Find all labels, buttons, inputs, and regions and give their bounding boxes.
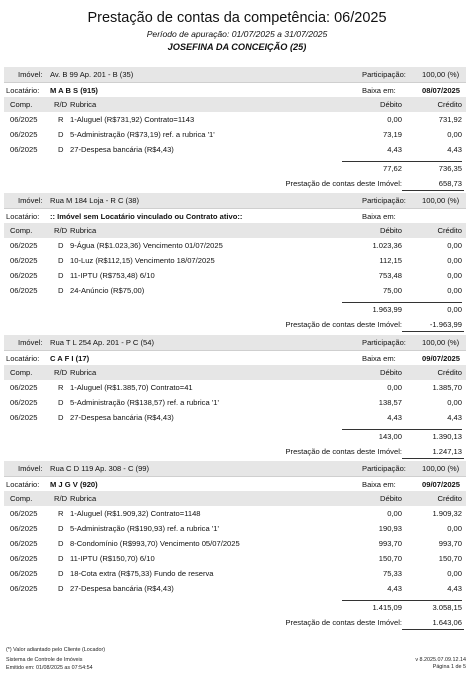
footer-page: Página 1 de 5 bbox=[432, 664, 466, 671]
col-credito: Crédito bbox=[437, 494, 462, 503]
cell-debito: 4,43 bbox=[387, 145, 402, 154]
cell-credito: 731,92 bbox=[438, 115, 462, 124]
table-row bbox=[4, 395, 466, 410]
total-row bbox=[4, 444, 466, 460]
table-row bbox=[4, 142, 466, 157]
cell-debito: 150,70 bbox=[378, 554, 402, 563]
tenant-row bbox=[4, 82, 466, 97]
cell-comp: 06/2025 bbox=[10, 413, 38, 422]
total-value: 1.247,13 bbox=[432, 447, 462, 456]
col-credito: Crédito bbox=[437, 100, 462, 109]
cell-rd: D bbox=[58, 524, 64, 533]
table-row bbox=[4, 380, 466, 395]
table-row bbox=[4, 253, 466, 268]
cell-rubrica: 5-Administração (R$190,93) ref. a rubrica '1' bbox=[70, 524, 219, 533]
participacao-label: Participação: bbox=[362, 464, 406, 473]
locatario-label: Locatário: bbox=[6, 212, 40, 221]
table-row bbox=[4, 551, 466, 566]
cell-credito: 0,00 bbox=[447, 256, 462, 265]
imovel-value: Rua C D 119 Ap. 308 - C (99) bbox=[50, 464, 150, 473]
col-credito: Crédito bbox=[437, 368, 462, 377]
total-label: Prestação de contas deste Imóvel: bbox=[285, 618, 402, 627]
cell-rubrica: 8-Condomínio (R$993,70) Vencimento 05/07/2025 bbox=[70, 539, 240, 548]
cell-rubrica: 5-Administração (R$73,19) ref. a rubrica '1' bbox=[70, 130, 215, 139]
baixa-label: Baixa em: bbox=[362, 354, 396, 363]
cell-credito: 0,00 bbox=[447, 286, 462, 295]
cell-comp: 06/2025 bbox=[10, 569, 38, 578]
cell-rd: D bbox=[58, 241, 64, 250]
cell-debito: 190,93 bbox=[378, 524, 402, 533]
table-row bbox=[4, 238, 466, 253]
footer-emitted: Emitido em: 01/08/2025 as 07:54:54 bbox=[6, 664, 93, 671]
cell-debito: 0,00 bbox=[387, 509, 402, 518]
cell-comp: 06/2025 bbox=[10, 554, 38, 563]
cell-comp: 06/2025 bbox=[10, 509, 38, 518]
cell-debito: 1.023,36 bbox=[372, 241, 402, 250]
table-row bbox=[4, 127, 466, 142]
subtotal-row bbox=[4, 302, 466, 317]
imovel-label: Imóvel: bbox=[18, 338, 43, 347]
cell-credito: 0,00 bbox=[447, 241, 462, 250]
participacao-value: 100,00 (%) bbox=[422, 196, 460, 205]
col-rubrica: Rubrica bbox=[70, 494, 97, 503]
baixa-value: 08/07/2025 bbox=[422, 86, 461, 95]
imovel-label: Imóvel: bbox=[18, 464, 43, 473]
table-header bbox=[4, 491, 466, 506]
cell-rubrica: 1-Aluguel (R$731,92) Contrato=1143 bbox=[70, 115, 195, 124]
cell-credito: 4,43 bbox=[447, 413, 462, 422]
table-header bbox=[4, 365, 466, 380]
cell-debito: 138,57 bbox=[378, 398, 402, 407]
total-underline bbox=[402, 629, 464, 630]
cell-rd: D bbox=[58, 271, 64, 280]
cell-comp: 06/2025 bbox=[10, 383, 38, 392]
cell-rd: D bbox=[58, 286, 64, 295]
cell-rd: D bbox=[58, 539, 64, 548]
cell-rubrica: 27-Despesa bancária (R$4,43) bbox=[70, 145, 174, 154]
subtotal-row bbox=[4, 429, 466, 444]
footer-right bbox=[415, 657, 466, 672]
imovel-value: Av. B 99 Ap. 201 - B (35) bbox=[50, 70, 134, 79]
cell-debito: 993,70 bbox=[378, 539, 402, 548]
owner-name: JOSEFINA DA CONCEIÇÃO (25) bbox=[167, 42, 307, 52]
cell-rubrica: 9-Água (R$1.023,36) Vencimento 01/07/2025 bbox=[70, 241, 223, 250]
cell-rd: R bbox=[58, 383, 64, 392]
cell-comp: 06/2025 bbox=[10, 241, 38, 250]
cell-credito: 993,70 bbox=[438, 539, 462, 548]
property-block bbox=[4, 193, 466, 333]
total-label: Prestação de contas deste Imóvel: bbox=[285, 447, 402, 456]
report-title: Prestação de contas da competência: 06/2025 bbox=[87, 10, 387, 26]
col-rd: R/D bbox=[54, 100, 68, 109]
cell-debito: 75,00 bbox=[382, 286, 402, 295]
col-rubrica: Rubrica bbox=[70, 368, 97, 377]
total-underline bbox=[402, 458, 464, 459]
cell-rd: D bbox=[58, 130, 64, 139]
cell-rubrica: 18-Cota extra (R$75,33) Fundo de reserva bbox=[70, 569, 214, 578]
subtotal-debito: 143,00 bbox=[378, 432, 402, 441]
col-comp: Comp. bbox=[10, 494, 33, 503]
cell-comp: 06/2025 bbox=[10, 539, 38, 548]
cell-rubrica: 27-Despesa bancária (R$4,43) bbox=[70, 413, 174, 422]
imovel-value: Rua M 184 Loja - R C (38) bbox=[50, 196, 140, 205]
cell-comp: 06/2025 bbox=[10, 271, 38, 280]
subtotal-debito: 77,62 bbox=[382, 164, 402, 173]
participacao-label: Participação: bbox=[362, 196, 406, 205]
table-row bbox=[4, 112, 466, 127]
subtotal-row bbox=[4, 161, 466, 176]
cell-credito: 0,00 bbox=[447, 398, 462, 407]
subtotal-debito: 1.963,99 bbox=[372, 305, 402, 314]
property-block bbox=[4, 335, 466, 460]
locatario-value: :: Imóvel sem Locatário vinculado ou Contrato ativo:: bbox=[50, 212, 243, 221]
col-comp: Comp. bbox=[10, 226, 33, 235]
cell-rd: R bbox=[58, 509, 64, 518]
tenant-row bbox=[4, 208, 466, 223]
cell-debito: 4,43 bbox=[387, 584, 402, 593]
property-row bbox=[4, 67, 466, 82]
total-underline bbox=[402, 331, 464, 332]
subtotal-row bbox=[4, 600, 466, 615]
total-label: Prestação de contas deste Imóvel: bbox=[285, 320, 402, 329]
tenant-row bbox=[4, 350, 466, 365]
subtotal-credito: 0,00 bbox=[447, 305, 462, 314]
cell-credito: 4,43 bbox=[447, 584, 462, 593]
table-row bbox=[4, 283, 466, 298]
col-debito: Débito bbox=[380, 368, 402, 377]
cell-rubrica: 1-Aluguel (R$1.385,70) Contrato=41 bbox=[70, 383, 193, 392]
col-comp: Comp. bbox=[10, 100, 33, 109]
col-rd: R/D bbox=[54, 368, 68, 377]
locatario-label: Locatário: bbox=[6, 354, 40, 363]
property-block bbox=[4, 67, 466, 192]
cell-comp: 06/2025 bbox=[10, 398, 38, 407]
subtotal-credito: 3.058,15 bbox=[432, 603, 462, 612]
cell-credito: 0,00 bbox=[447, 130, 462, 139]
baixa-value: 09/07/2025 bbox=[422, 354, 461, 363]
participacao-label: Participação: bbox=[362, 70, 406, 79]
col-rd: R/D bbox=[54, 226, 68, 235]
property-row bbox=[4, 193, 466, 208]
baixa-label: Baixa em: bbox=[362, 86, 396, 95]
cell-rd: D bbox=[58, 584, 64, 593]
cell-rubrica: 24-Anúncio (R$75,00) bbox=[70, 286, 145, 295]
cell-credito: 0,00 bbox=[447, 524, 462, 533]
participacao-label: Participação: bbox=[362, 338, 406, 347]
imovel-value: Rua T L 254 Ap. 201 - P C (54) bbox=[50, 338, 154, 347]
col-debito: Débito bbox=[380, 494, 402, 503]
report-period: Período de apuração: 01/07/2025 a 31/07/2025 bbox=[146, 29, 328, 39]
table-header bbox=[4, 223, 466, 238]
subtotal-credito: 736,35 bbox=[438, 164, 462, 173]
cell-rd: D bbox=[58, 398, 64, 407]
cell-credito: 1.385,70 bbox=[432, 383, 462, 392]
total-value: 658,73 bbox=[438, 179, 462, 188]
cell-comp: 06/2025 bbox=[10, 115, 38, 124]
imovel-label: Imóvel: bbox=[18, 70, 43, 79]
cell-rubrica: 11-IPTU (R$150,70) 6/10 bbox=[70, 554, 155, 563]
table-row bbox=[4, 410, 466, 425]
cell-rubrica: 11-IPTU (R$753,48) 6/10 bbox=[70, 271, 155, 280]
cell-comp: 06/2025 bbox=[10, 584, 38, 593]
property-block bbox=[4, 461, 466, 631]
cell-credito: 0,00 bbox=[447, 569, 462, 578]
property-row bbox=[4, 335, 466, 350]
report-header bbox=[0, 0, 474, 53]
cell-debito: 73,19 bbox=[382, 130, 402, 139]
footer-version: v 8.2025.07.09.12.14 bbox=[415, 657, 466, 663]
subtotal-line bbox=[342, 302, 462, 303]
cell-comp: 06/2025 bbox=[10, 256, 38, 265]
cell-rd: D bbox=[58, 256, 64, 265]
cell-debito: 0,00 bbox=[387, 383, 402, 392]
locatario-value: C A F I (17) bbox=[50, 354, 90, 363]
participacao-value: 100,00 (%) bbox=[422, 464, 460, 473]
baixa-label: Baixa em: bbox=[362, 212, 396, 221]
total-row bbox=[4, 615, 466, 631]
cell-rd: D bbox=[58, 569, 64, 578]
cell-credito: 1.909,32 bbox=[432, 509, 462, 518]
total-row bbox=[4, 176, 466, 192]
baixa-value: 09/07/2025 bbox=[422, 480, 461, 489]
subtotal-credito: 1.390,13 bbox=[432, 432, 462, 441]
col-comp: Comp. bbox=[10, 368, 33, 377]
footer-left bbox=[6, 647, 105, 672]
table-row bbox=[4, 536, 466, 551]
table-row bbox=[4, 268, 466, 283]
cell-debito: 4,43 bbox=[387, 413, 402, 422]
participacao-value: 100,00 (%) bbox=[422, 338, 460, 347]
cell-rubrica: 27-Despesa bancária (R$4,43) bbox=[70, 584, 174, 593]
cell-debito: 112,15 bbox=[379, 256, 402, 265]
locatario-label: Locatário: bbox=[6, 86, 40, 95]
table-row bbox=[4, 506, 466, 521]
cell-rubrica: 10-Luz (R$112,15) Vencimento 18/07/2025 bbox=[70, 256, 215, 265]
cell-rd: D bbox=[58, 554, 64, 563]
total-row bbox=[4, 317, 466, 333]
subtotal-debito: 1.415,09 bbox=[372, 603, 402, 612]
footer-system: Sistema de Controle de Imóveis bbox=[6, 657, 83, 664]
imovel-label: Imóvel: bbox=[18, 196, 43, 205]
cell-rd: D bbox=[58, 413, 64, 422]
property-row bbox=[4, 461, 466, 476]
cell-rd: D bbox=[58, 145, 64, 154]
cell-rubrica: 1-Aluguel (R$1.909,32) Contrato=1148 bbox=[70, 509, 201, 518]
cell-comp: 06/2025 bbox=[10, 286, 38, 295]
footer-note: (*) Valor adiantado pelo Cliente (Locador) bbox=[6, 647, 106, 653]
table-header bbox=[4, 97, 466, 112]
col-rubrica: Rubrica bbox=[70, 100, 97, 109]
cell-credito: 4,43 bbox=[447, 145, 462, 154]
cell-credito: 150,70 bbox=[438, 554, 462, 563]
col-debito: Débito bbox=[380, 100, 402, 109]
locatario-value: M J G V (920) bbox=[50, 480, 98, 489]
total-value: -1.963,99 bbox=[429, 320, 462, 329]
cell-debito: 75,33 bbox=[382, 569, 402, 578]
locatario-label: Locatário: bbox=[6, 480, 40, 489]
participacao-value: 100,00 (%) bbox=[422, 70, 460, 79]
table-row bbox=[4, 581, 466, 596]
col-rd: R/D bbox=[54, 494, 68, 503]
cell-debito: 753,48 bbox=[378, 271, 402, 280]
cell-debito: 0,00 bbox=[387, 115, 402, 124]
col-rubrica: Rubrica bbox=[70, 226, 97, 235]
cell-rubrica: 5-Administração (R$138,57) ref. a rubrica '1' bbox=[70, 398, 219, 407]
baixa-label: Baixa em: bbox=[362, 480, 396, 489]
table-row bbox=[4, 521, 466, 536]
total-value: 1.643,06 bbox=[432, 618, 462, 627]
cell-rd: R bbox=[58, 115, 64, 124]
cell-comp: 06/2025 bbox=[10, 130, 38, 139]
cell-comp: 06/2025 bbox=[10, 145, 38, 154]
cell-credito: 0,00 bbox=[447, 271, 462, 280]
locatario-value: M A B S (915) bbox=[50, 86, 98, 95]
total-underline bbox=[402, 190, 464, 191]
table-row bbox=[4, 566, 466, 581]
col-credito: Crédito bbox=[437, 226, 462, 235]
col-debito: Débito bbox=[380, 226, 402, 235]
cell-comp: 06/2025 bbox=[10, 524, 38, 533]
tenant-row bbox=[4, 476, 466, 491]
total-label: Prestação de contas deste Imóvel: bbox=[285, 179, 402, 188]
